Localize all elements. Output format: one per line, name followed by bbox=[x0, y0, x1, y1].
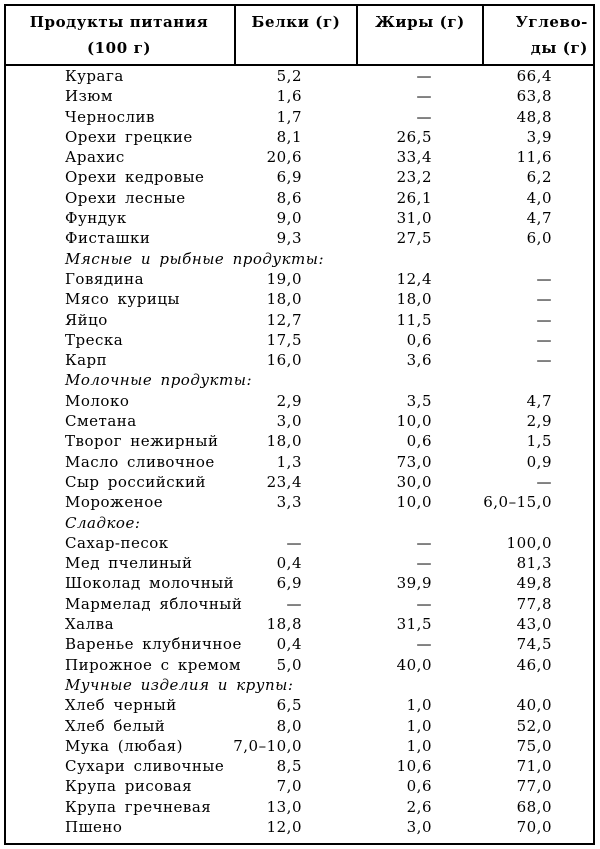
protein-value: — bbox=[286, 594, 302, 613]
fat-value: — bbox=[416, 554, 432, 573]
header-carbs-line1: Углево- bbox=[515, 13, 588, 31]
table-row bbox=[6, 431, 593, 451]
protein-value: 5,2 bbox=[276, 67, 302, 85]
fat-value: 0,6 bbox=[406, 432, 432, 451]
table-row bbox=[6, 797, 593, 817]
product-name: Курага bbox=[65, 67, 124, 85]
product-name: Карп bbox=[65, 351, 108, 370]
carbs-value: 2,9 bbox=[526, 412, 552, 431]
section-heading-row bbox=[6, 513, 593, 533]
carbs-value: 66,4 bbox=[516, 67, 552, 85]
product-name: Хлеб белый bbox=[65, 716, 166, 735]
product-name: Орехи грецкие bbox=[65, 127, 193, 146]
fat-value: 18,0 bbox=[396, 290, 432, 309]
table-row bbox=[6, 289, 593, 309]
protein-value: 3,3 bbox=[276, 493, 302, 512]
protein-value: 20,6 bbox=[266, 148, 302, 167]
product-name: Мармелад яблочный bbox=[65, 594, 243, 613]
protein-value: 13,0 bbox=[266, 797, 302, 816]
protein-value: 8,0 bbox=[276, 716, 302, 735]
product-name: Арахис bbox=[65, 148, 125, 167]
fat-value: 0,6 bbox=[406, 777, 432, 796]
product-name: Фисташки bbox=[65, 229, 151, 248]
table-row bbox=[6, 736, 593, 756]
protein-value: 19,0 bbox=[266, 269, 302, 288]
carbs-value: 77,8 bbox=[516, 594, 552, 613]
carbs-value: 81,3 bbox=[516, 554, 552, 573]
carbs-value: — bbox=[536, 310, 552, 329]
protein-value: 9,0 bbox=[276, 209, 302, 228]
fat-value: 10,0 bbox=[396, 493, 432, 512]
fat-value: 26,5 bbox=[396, 127, 432, 146]
protein-value: 9,3 bbox=[276, 229, 302, 248]
section-heading: Мясные и рыбные продукты: bbox=[65, 249, 325, 268]
carbs-value: 70,0 bbox=[516, 817, 552, 836]
product-name: Орехи лесные bbox=[65, 188, 186, 207]
carbs-value: 43,0 bbox=[516, 615, 552, 634]
table-row bbox=[6, 553, 593, 573]
section-heading-row bbox=[6, 370, 593, 390]
header-fat-label: Жиры (г) bbox=[375, 13, 465, 31]
fat-value: — bbox=[416, 533, 432, 552]
carbs-value: — bbox=[536, 330, 552, 349]
protein-value: 23,4 bbox=[266, 472, 302, 491]
table-row bbox=[6, 716, 593, 736]
fat-value: 11,5 bbox=[396, 310, 432, 329]
product-name: Чернослив bbox=[65, 107, 155, 126]
protein-value: — bbox=[286, 533, 302, 552]
protein-value: 5,0 bbox=[276, 655, 302, 674]
table-row bbox=[6, 66, 593, 86]
table-row bbox=[6, 310, 593, 330]
carbs-value: 48,8 bbox=[516, 107, 552, 126]
table-row bbox=[6, 614, 593, 634]
header-protein-label: Белки (г) bbox=[251, 13, 341, 31]
carbs-value: 4,7 bbox=[526, 209, 552, 228]
protein-value: 1,7 bbox=[276, 107, 302, 126]
fat-value: 33,4 bbox=[396, 148, 432, 167]
carbs-value: — bbox=[536, 290, 552, 309]
carbs-value: 6,0–15,0 bbox=[483, 493, 552, 512]
table-row bbox=[6, 228, 593, 248]
product-name: Шоколад молочный bbox=[65, 574, 235, 593]
carbs-value: 75,0 bbox=[516, 736, 552, 755]
fat-value: 0,6 bbox=[406, 330, 432, 349]
protein-value: 18,0 bbox=[266, 290, 302, 309]
product-name: Хлеб черный bbox=[65, 696, 177, 715]
header-product-line1: Продукты питания bbox=[29, 13, 209, 31]
protein-value: 1,6 bbox=[276, 87, 302, 106]
table-row bbox=[6, 573, 593, 593]
protein-value: 6,9 bbox=[276, 574, 302, 593]
protein-value: 1,3 bbox=[276, 452, 302, 471]
protein-value: 7,0–10,0 bbox=[233, 736, 302, 755]
protein-value: 18,8 bbox=[266, 615, 302, 634]
protein-value: 8,6 bbox=[276, 188, 302, 207]
fat-value: — bbox=[416, 67, 432, 85]
carbs-value: — bbox=[536, 269, 552, 288]
fat-value: 10,0 bbox=[396, 412, 432, 431]
fat-value: 3,6 bbox=[406, 351, 432, 370]
product-name: Пшено bbox=[65, 817, 123, 836]
protein-value: 7,0 bbox=[276, 777, 302, 796]
fat-value: 10,6 bbox=[396, 757, 432, 776]
fat-value: 23,2 bbox=[396, 168, 432, 187]
carbs-value: 68,0 bbox=[516, 797, 552, 816]
carbs-value: 71,0 bbox=[516, 757, 552, 776]
product-name: Говядина bbox=[65, 269, 145, 288]
protein-value: 12,0 bbox=[266, 817, 302, 836]
table-row bbox=[6, 492, 593, 512]
protein-value: 16,0 bbox=[266, 351, 302, 370]
protein-value: 0,4 bbox=[276, 635, 302, 654]
product-name: Крупа рисовая bbox=[65, 777, 193, 796]
fat-value: 2,6 bbox=[406, 797, 432, 816]
product-name: Сыр российский bbox=[65, 472, 206, 491]
product-name: Халва bbox=[65, 615, 115, 634]
product-name: Пирожное с кремом bbox=[65, 655, 242, 674]
protein-value: 6,9 bbox=[276, 168, 302, 187]
carbs-value: 4,0 bbox=[526, 188, 552, 207]
protein-value: 18,0 bbox=[266, 432, 302, 451]
product-name: Треска bbox=[65, 330, 124, 349]
nutrition-table bbox=[4, 4, 595, 845]
product-name: Орехи кедровые bbox=[65, 168, 205, 187]
section-heading: Молочные продукты: bbox=[65, 371, 252, 390]
header-protein bbox=[236, 6, 356, 67]
fat-value: 31,5 bbox=[396, 615, 432, 634]
fat-value: — bbox=[416, 107, 432, 126]
table-row bbox=[6, 472, 593, 492]
table-row bbox=[6, 107, 593, 127]
fat-value: 1,0 bbox=[406, 736, 432, 755]
protein-value: 8,1 bbox=[276, 127, 302, 146]
carbs-value: 49,8 bbox=[516, 574, 552, 593]
product-name: Мясо курицы bbox=[65, 290, 180, 309]
fat-value: — bbox=[416, 594, 432, 613]
protein-value: 12,7 bbox=[266, 310, 302, 329]
carbs-value: 100,0 bbox=[506, 533, 552, 552]
table-header bbox=[6, 6, 593, 66]
carbs-value: 1,5 bbox=[526, 432, 552, 451]
fat-value: — bbox=[416, 87, 432, 106]
header-carbs-line2: ды (г) bbox=[530, 39, 588, 57]
product-name: Мед пчелиный bbox=[65, 554, 193, 573]
fat-value: 1,0 bbox=[406, 716, 432, 735]
protein-value: 17,5 bbox=[266, 330, 302, 349]
carbs-value: 74,5 bbox=[516, 635, 552, 654]
carbs-value: 6,0 bbox=[526, 229, 552, 248]
fat-value: 40,0 bbox=[396, 655, 432, 674]
table-row bbox=[6, 411, 593, 431]
table-row bbox=[6, 452, 593, 472]
fat-value: 30,0 bbox=[396, 472, 432, 491]
header-carbs bbox=[484, 6, 588, 67]
carbs-value: 52,0 bbox=[516, 716, 552, 735]
section-heading-row bbox=[6, 249, 593, 269]
table-row bbox=[6, 167, 593, 187]
carbs-value: 46,0 bbox=[516, 655, 552, 674]
fat-value: 39,9 bbox=[396, 574, 432, 593]
table-row bbox=[6, 756, 593, 776]
table-row bbox=[6, 391, 593, 411]
carbs-value: 6,2 bbox=[526, 168, 552, 187]
table-body bbox=[6, 66, 593, 837]
table-row bbox=[6, 634, 593, 654]
fat-value: 3,0 bbox=[406, 817, 432, 836]
product-name: Творог нежирный bbox=[65, 432, 219, 451]
fat-value: — bbox=[416, 635, 432, 654]
product-name: Молоко bbox=[65, 391, 130, 410]
table-row bbox=[6, 695, 593, 715]
product-name: Крупа гречневая bbox=[65, 797, 212, 816]
table-row bbox=[6, 817, 593, 837]
fat-value: 12,4 bbox=[396, 269, 432, 288]
product-name: Варенье клубничное bbox=[65, 635, 242, 654]
product-name: Яйцо bbox=[65, 310, 108, 329]
fat-value: 1,0 bbox=[406, 696, 432, 715]
table-row bbox=[6, 533, 593, 553]
carbs-value: 40,0 bbox=[516, 696, 552, 715]
header-fat bbox=[358, 6, 482, 67]
carbs-value: 0,9 bbox=[526, 452, 552, 471]
table-row bbox=[6, 147, 593, 167]
protein-value: 8,5 bbox=[276, 757, 302, 776]
table-row bbox=[6, 127, 593, 147]
section-heading: Мучные изделия и крупы: bbox=[65, 675, 294, 694]
table-row bbox=[6, 208, 593, 228]
product-name: Сухари сливочные bbox=[65, 757, 225, 776]
product-name: Сметана bbox=[65, 412, 137, 431]
table-row bbox=[6, 269, 593, 289]
carbs-value: 4,7 bbox=[526, 391, 552, 410]
protein-value: 2,9 bbox=[276, 391, 302, 410]
fat-value: 31,0 bbox=[396, 209, 432, 228]
product-name: Мука (любая) bbox=[65, 736, 183, 755]
carbs-value: — bbox=[536, 472, 552, 491]
table-row bbox=[6, 350, 593, 370]
table-row bbox=[6, 776, 593, 796]
protein-value: 3,0 bbox=[276, 412, 302, 431]
fat-value: 27,5 bbox=[396, 229, 432, 248]
section-heading: Сладкое: bbox=[65, 513, 141, 532]
product-name: Изюм bbox=[65, 87, 113, 106]
carbs-value: 3,9 bbox=[526, 127, 552, 146]
header-product-line2: (100 г) bbox=[86, 39, 152, 57]
product-name: Мороженое bbox=[65, 493, 164, 512]
protein-value: 0,4 bbox=[276, 554, 302, 573]
carbs-value: — bbox=[536, 351, 552, 370]
fat-value: 26,1 bbox=[396, 188, 432, 207]
carbs-value: 77,0 bbox=[516, 777, 552, 796]
section-heading-row bbox=[6, 675, 593, 695]
carbs-value: 63,8 bbox=[516, 87, 552, 106]
table-row bbox=[6, 86, 593, 106]
product-name: Масло сливочное bbox=[65, 452, 215, 471]
table-row bbox=[6, 594, 593, 614]
table-row bbox=[6, 330, 593, 350]
product-name: Фундук bbox=[65, 209, 127, 228]
protein-value: 6,5 bbox=[276, 696, 302, 715]
table-row bbox=[6, 188, 593, 208]
product-name: Сахар-песок bbox=[65, 533, 169, 552]
fat-value: 3,5 bbox=[406, 391, 432, 410]
fat-value: 73,0 bbox=[396, 452, 432, 471]
carbs-value: 11,6 bbox=[516, 148, 552, 167]
table-row bbox=[6, 655, 593, 675]
header-product bbox=[6, 6, 232, 67]
